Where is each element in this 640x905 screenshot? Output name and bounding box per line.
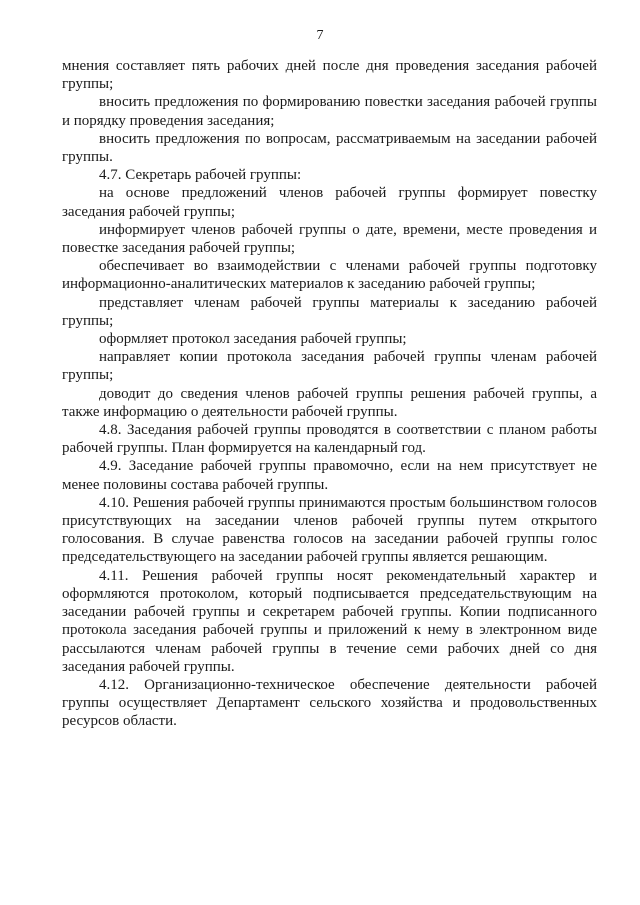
paragraph-right-proposals: вносить предложения по вопросам, рассматриваемым на заседании рабочей группы.: [62, 130, 597, 166]
paragraph-secretary-informs: информирует членов рабочей группы о дате, времени, месте проведения и повестке заседания рабочей группы;: [62, 221, 597, 257]
document-body: [62, 57, 597, 731]
paragraph-secretary-materials: обеспечивает во взаимодействии с членами рабочей группы подготовку информационно-аналитических материалов к заседанию рабочей группы;: [62, 258, 597, 293]
paragraph-secretary-agenda: на основе предложений членов рабочей группы формирует повестку заседания рабочей группы;: [62, 185, 597, 220]
paragraph-secretary-presents: представляет членам рабочей группы материалы к заседанию рабочей группы;: [62, 294, 597, 329]
paragraph-right-agenda: вносить предложения по формированию повестки заседания рабочей группы и порядку проведения заседания;: [62, 94, 597, 129]
paragraph-4-11: 4.11. Решения рабочей группы носят рекомендательный характер и оформляются протоколом, который подписывается председательствующим на заседании рабочей группы и секретарем рабочей группы. Копии подписанного протокола заседания рабочей группы и приложений к нему в электронном виде рассылаются членам рабочей группы в течение семи рабочих дней со дня заседания рабочей группы.: [62, 567, 597, 675]
page-number: 7: [316, 28, 324, 43]
paragraph-continuation: мнения составляет пять рабочих дней после дня проведения заседания рабочей группы;: [62, 58, 597, 93]
paragraph-4-7-heading: 4.7. Секретарь рабочей группы:: [99, 167, 302, 184]
paragraph-4-8: 4.8. Заседания рабочей группы проводятся в соответствии с планом работы рабочей группы. План формируется на календарный год.: [62, 422, 597, 457]
paragraph-secretary-decisions: доводит до сведения членов рабочей группы решения рабочей группы, а также информацию о деятельности рабочей группы.: [62, 385, 597, 420]
paragraph-4-10: 4.10. Решения рабочей группы принимаются простым большинством голосов присутствующих на заседании членов рабочей группы путем открытого голосования. В случае равенства голосов на заседании рабочей группы голос председательствующего на заседании рабочей группы является решающим.: [62, 494, 597, 566]
paragraph-4-12: 4.12. Организационно-техническое обеспечение деятельности рабочей группы осуществляет Департамент сельского хозяйства и продовольственных ресурсов области.: [62, 676, 597, 730]
paragraph-4-9: 4.9. Заседание рабочей группы правомочно, если на нем присутствует не менее половины состава рабочей группы.: [62, 458, 597, 493]
paragraph-secretary-protocol: оформляет протокол заседания рабочей группы;: [99, 331, 407, 348]
paragraph-secretary-copies: направляет копии протокола заседания рабочей группы членам рабочей группы;: [62, 349, 597, 384]
